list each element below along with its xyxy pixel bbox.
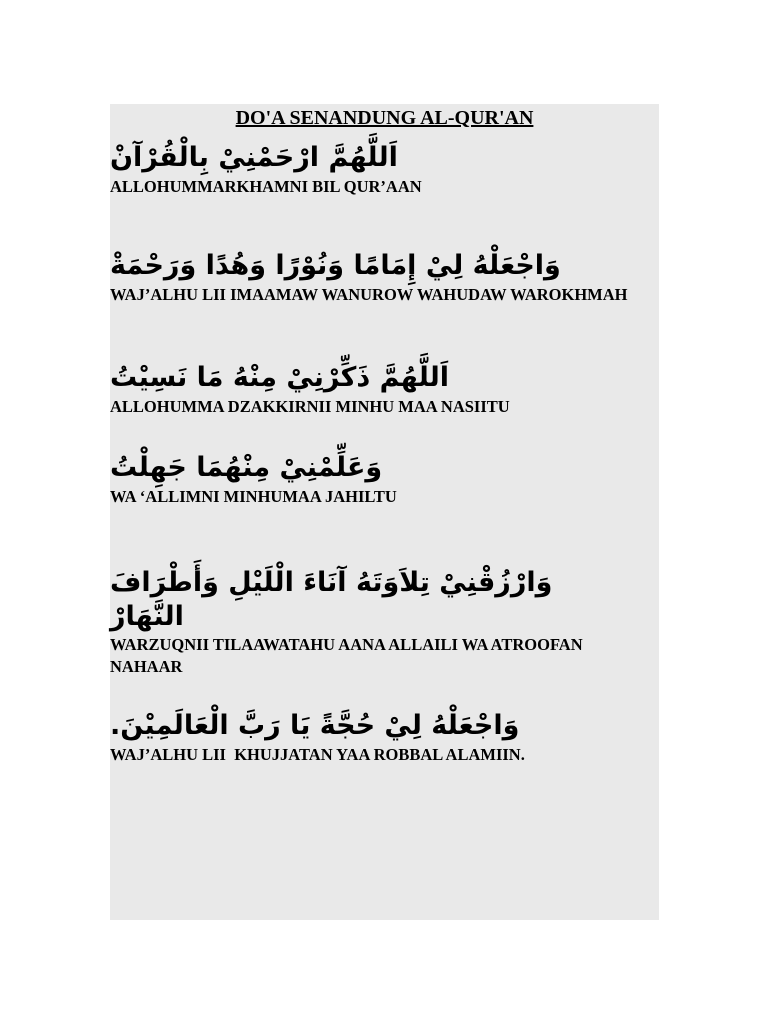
verse-transliteration: WA ‘ALLIMNI MINHUMAA JAHILTU — [110, 487, 397, 506]
verse-transliteration: WAJ’ALHU LII KHUJJATAN YAA ROBBAL ALAMIIN. — [110, 745, 525, 764]
verse-1 — [110, 140, 659, 198]
verse-transliteration: WARZUQNII TILAAWATAHU AANA ALLAILI WA ATROOFAN NAHAAR — [110, 635, 587, 676]
document-page — [110, 104, 659, 920]
verse-transliteration: ALLOHUMMA DZAKKIRNII MINHU MAA NASIITU — [110, 397, 510, 416]
verse-arabic-text: اَللَّهُمَّ ذَكِّرْنِيْ مِنْهُ مَا نَسِيْتُ — [110, 362, 450, 393]
verse-3 — [110, 360, 659, 418]
verse-arabic-text: وَارْزُقْنِيْ تِلاَوَتَهُ آنَاءَ الْلَيْلِ وَأَطْرَافَ النَّهَارْ — [110, 567, 553, 632]
document-title: DO'A SENANDUNG AL-QUR'AN — [235, 107, 534, 129]
verse-5 — [110, 566, 659, 678]
verse-arabic-text: وَاجْعَلْهُ لِيْ إِمَامًا وَنُوْرًا وَهُدًا وَرَحْمَةْ — [110, 250, 561, 281]
verse-transliteration: WAJ’ALHU LII IMAAMAW WANUROW WAHUDAW WAROKHMAH — [110, 285, 628, 304]
verse-arabic-text: وَعَلِّمْنِيْ مِنْهُمَا جَهِلْتُ — [110, 452, 383, 483]
verse-transliteration: ALLOHUMMARKHAMNI BIL QUR’AAN — [110, 177, 422, 196]
verse-arabic-text: اَللَّهُمَّ ارْحَمْنِيْ بِالْقُرْآنْ — [110, 142, 398, 173]
verse-4 — [110, 450, 659, 508]
verse-2 — [110, 248, 659, 306]
verse-arabic-text: وَاجْعَلْهُ لِيْ حُجَّةً يَا رَبَّ الْعَالَمِيْنَ. — [110, 710, 520, 741]
verse-6 — [110, 708, 659, 766]
